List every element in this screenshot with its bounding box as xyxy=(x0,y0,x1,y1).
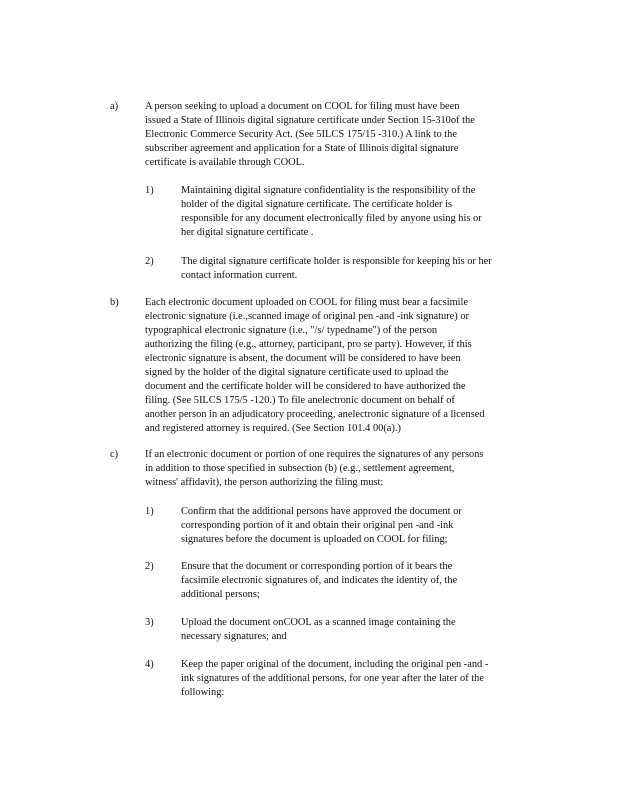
text-line: signatures before the document is uploaded on COOL for filing; xyxy=(181,534,448,545)
text-line: Electronic Commerce Security Act. (See 5ILCS 175/15 -310.) A link to the xyxy=(145,129,457,140)
text-line: responsible for any document electronically filed by anyone using his or xyxy=(181,213,482,224)
text-line: and registered attorney is required. (See Section 101.4 00(a).) xyxy=(145,423,401,434)
text-line: in addition to those specified in subsection (b) (e.g., settlement agreement, xyxy=(145,463,455,474)
text-line: corresponding portion of it and obtain their original pen -and -ink xyxy=(181,520,454,531)
text-line: Confirm that the additional persons have approved the document or xyxy=(181,506,462,517)
text-line: contact information current. xyxy=(181,270,298,281)
text-line: A person seeking to upload a document on COOL for filing must have been xyxy=(145,101,460,112)
text-line: her digital signature certificate . xyxy=(181,227,314,238)
section-c-item-2-marker: 2) xyxy=(145,561,154,572)
text-line: authorizing the filing (e.g., attorney, participant, pro se party). However, if this xyxy=(145,339,472,350)
text-line: certificate is available through COOL. xyxy=(145,157,305,168)
text-line: necessary signatures; and xyxy=(181,631,287,642)
section-c-item-1-text xyxy=(181,505,539,547)
text-line: Ensure that the document or corresponding portion of it bears the xyxy=(181,561,453,572)
section-a-item-2-marker: 2) xyxy=(145,256,154,267)
section-c-text xyxy=(145,448,528,490)
section-a-text xyxy=(145,100,528,170)
text-line: signed by the holder of the digital signature certificate used to upload the xyxy=(145,367,449,378)
text-line: Each electronic document uploaded on COOL for filing must bear a facsimile xyxy=(145,297,469,308)
section-c-marker: c) xyxy=(110,449,119,460)
text-line: document and the certificate holder will be considered to have authorized the xyxy=(145,381,466,392)
section-c-item-4-text xyxy=(181,658,539,700)
text-line: another person in an adjudicatory proceeding, anelectronic signature of a licensed xyxy=(145,409,485,420)
text-line: The digital signature certificate holder is responsible for keeping his or her xyxy=(181,256,492,267)
section-c-item-3-text xyxy=(181,616,539,644)
text-line: Maintaining digital signature confidentiality is the responsibility of the xyxy=(181,185,476,196)
section-c-item-2-text xyxy=(181,560,539,602)
section-c-item-3-marker: 3) xyxy=(145,617,154,628)
text-line: electronic signature is absent, the document will be considered to have been xyxy=(145,353,461,364)
text-line: ink signatures of the additional persons, for one year after the later of the xyxy=(181,673,484,684)
section-a-item-1-text xyxy=(181,184,539,240)
text-line: typographical electronic signature (i.e., "/s/ typedname") of the person xyxy=(145,325,438,336)
text-line: Upload the document onCOOL as a scanned image containing the xyxy=(181,617,456,628)
text-line: Keep the paper original of the document, including the original pen -and - xyxy=(181,659,489,670)
text-line: filing. (See 5ILCS 175/5 -120.) To file anelectronic document on behalf of xyxy=(145,395,455,406)
text-line: subscriber agreement and application for a State of Illinois digital signature xyxy=(145,143,459,154)
text-line: following: xyxy=(181,687,225,698)
text-line: additional persons; xyxy=(181,589,260,600)
section-c-item-4-marker: 4) xyxy=(145,659,154,670)
text-line: If an electronic document or portion of one requires the signatures of any persons xyxy=(145,449,484,460)
text-line: issued a State of Illinois digital signature certificate under Section 15-310of the xyxy=(145,115,475,126)
text-line: holder of the digital signature certificate. The certificate holder is xyxy=(181,199,453,210)
section-a-item-2-text xyxy=(181,255,539,283)
text-line: facsimile electronic signatures of, and indicates the identity of, the xyxy=(181,575,458,586)
section-c-item-1-marker: 1) xyxy=(145,506,154,517)
section-a-item-1-marker: 1) xyxy=(145,185,154,196)
section-b-marker: b) xyxy=(110,297,119,308)
section-b-text xyxy=(145,296,528,436)
text-line: electronic signature (i.e.,scanned image of original pen -and -ink signature) or xyxy=(145,311,470,322)
section-a-marker: a) xyxy=(110,101,119,112)
text-line: witness' affidavit), the person authorizing the filing must: xyxy=(145,477,384,488)
